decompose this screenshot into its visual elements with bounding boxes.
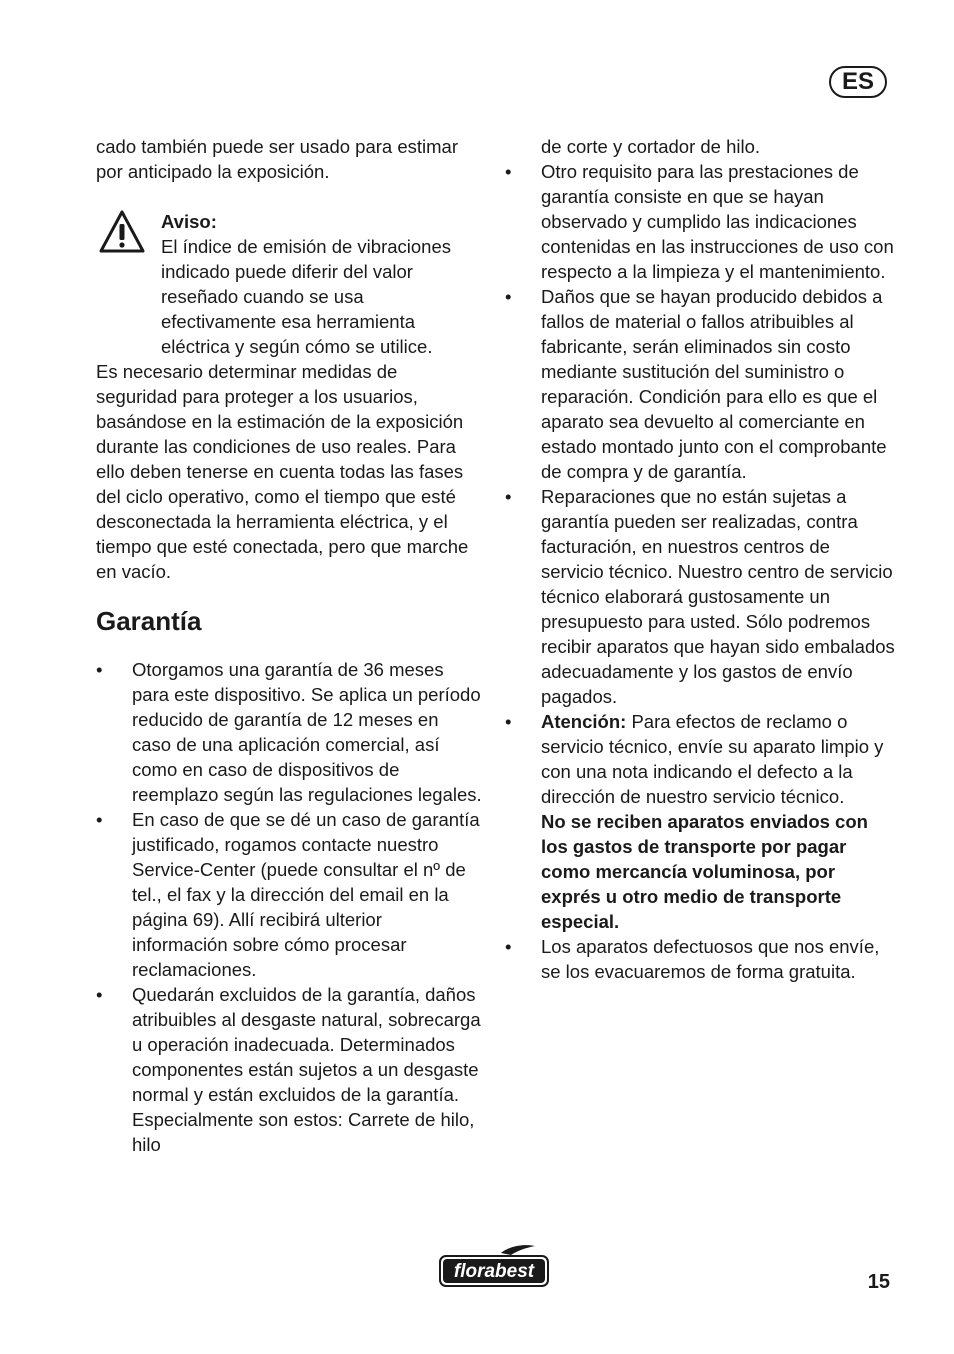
safety-paragraph: Es necesario determinar medidas de seguridad para proteger a los usuarios, basándose en la estimación de la exposición durante las condiciones de uso reales. Para ello deben tenerse en cuenta todas las fases del ciclo operativo, como el tiempo que esté desconectada la herramienta eléctrica, y el tiempo que esté conectada, pero que marche en vacío. — [96, 361, 469, 582]
warning-triangle-icon — [98, 209, 146, 255]
continuation-text: de corte y cortador de hilo. — [541, 136, 761, 157]
warning-title: Aviso: — [161, 211, 217, 232]
list-item: • Daños que se hayan producido debidos a fallos de material o fallos atribuibles al fabricante, serán eliminados sin costo mediante sustitución del suministro o reparación. Condición para ello es que el aparato sea devuelto al comerciante en estado montado junto con el comprobante de compra y de garantía. — [505, 284, 895, 484]
list-item: • En caso de que se dé un caso de garantía justificado, rogamos contacte nuestro Service-Center (puede consultar el nº de tel., el fax y la dirección del email en la página 69). Allí recibirá ulterior información sobre cómo procesar reclamaciones. — [96, 807, 482, 982]
warning-block — [96, 209, 482, 359]
list-item: • Los aparatos defectuosos que nos envíe, se los evacuaremos de forma gratuita. — [505, 934, 895, 984]
list-item: • Otorgamos una garantía de 36 meses para este dispositivo. Se aplica un período reducido de garantía de 12 meses en caso de una aplicación comercial, así como en caso de dispositivos de reemplazo según las regulaciones legales. — [96, 657, 482, 807]
guarantee-list-right — [505, 159, 895, 984]
list-item: • Otro requisito para las prestaciones de garantía consiste en que se hayan observado y cumplido las indicaciones contenidas en las instrucciones de uso con respecto a la limpieza y el mantenimiento. — [505, 159, 895, 284]
list-item: • Quedarán excluidos de la garantía, daños atribuibles al desgaste natural, sobrecarga u operación inadecuada. Determinados componentes están sujetos a un desgaste normal y están excluidos de la garantía. Especialmente son estos: Carrete de hilo, hilo — [96, 982, 482, 1157]
guarantee-list-left — [96, 657, 482, 1157]
language-badge: ES — [829, 66, 887, 98]
left-column — [96, 134, 482, 1157]
attention-bold-note: No se reciben aparatos enviados con los gastos de transporte por pagar como mercancía voluminosa, por exprés u otro medio de transporte especial. — [541, 811, 868, 932]
logo-text: florabest — [453, 1261, 535, 1282]
list-item: • Reparaciones que no están sujetas a garantía pueden ser realizadas, contra facturación, en nuestros centros de servicio técnico. Nuestro centro de servicio técnico elaborará gustosamente un presupuesto para usted. Sólo podremos recibir aparatos que hayan sido embalados adecuadamente y los gastos de envío pagados. — [505, 484, 895, 709]
intro-text: cado también puede ser usado para estimar por anticipado la exposición. — [96, 136, 458, 182]
florabest-logo — [437, 1243, 551, 1289]
attention-label: Atención: — [541, 711, 627, 732]
list-item-attention — [505, 709, 895, 934]
warning-body: El índice de emisión de vibraciones indicado puede diferir del valor reseñado cuando se usa efectivamente esa herramienta eléctrica y según cómo se utilice. — [161, 236, 451, 357]
section-heading: Garantía — [96, 606, 202, 636]
attention-text: Para efectos de reclamo o servicio técnico, envíe su aparato limpio y con una nota indicando el defecto a la dirección de nuestro servicio técnico. — [541, 711, 884, 807]
right-column — [505, 134, 895, 984]
page-number: 15 — [867, 1271, 890, 1293]
